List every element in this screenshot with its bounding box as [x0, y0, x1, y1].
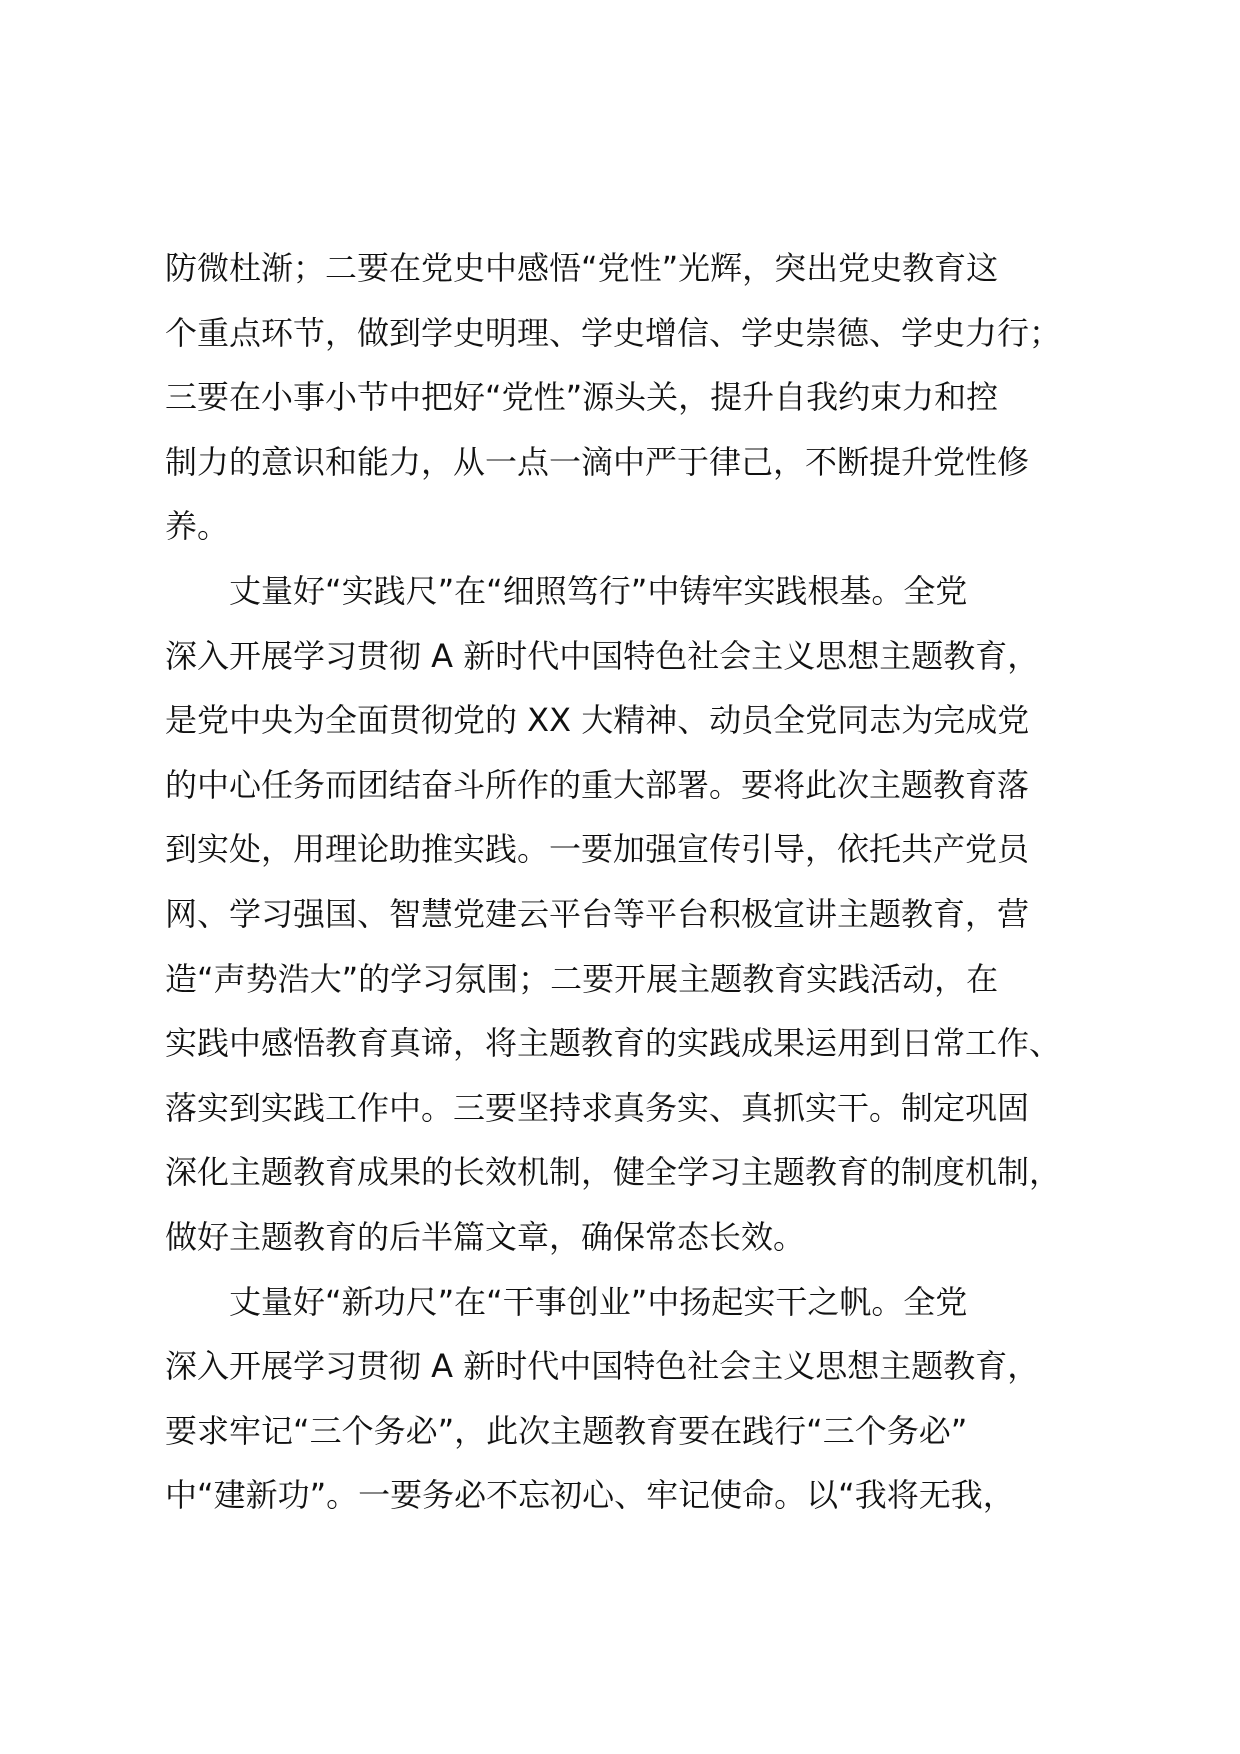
text-line: 要求牢记“三个务必”，此次主题教育要在践行“三个务必” [165, 1411, 968, 1450]
text-line: 到实处，用理论助推实践。一要加强宣传引导，依托共产党员 [165, 830, 1030, 869]
text-line: 深入开展学习贯彻 A 新时代中国特色社会主义思想主题教育， [165, 1347, 1040, 1386]
text-line: 的中心任务而团结奋斗所作的重大部署。要将此次主题教育落 [165, 765, 1030, 804]
text-line: 是党中央为全面贯彻党的 XX 大精神、动员全党同志为完成党 [165, 701, 1030, 740]
body-text [165, 236, 1125, 1528]
text-line: 深化主题教育成果的长效机制，健全学习主题教育的制度机制， [165, 1153, 1062, 1192]
paragraph-start-line: 丈量好“新功尺”在“干事创业”中扬起实干之帆。全党 [165, 1282, 968, 1321]
text-line: 实践中感悟教育真谛，将主题教育的实践成果运用到日常工作、 [165, 1024, 1062, 1063]
paragraph-start-line: 丈量好“实践尺”在“细照笃行”中铸牢实践根基。全党 [165, 571, 968, 610]
text-line: 深入开展学习贯彻 A 新时代中国特色社会主义思想主题教育， [165, 636, 1040, 675]
text-line: 中“建新功”。一要务必不忘初心、牢记使命。以“我将无我， [165, 1476, 1015, 1515]
text-line: 网、学习强国、智慧党建云平台等平台积极宣讲主题教育，营 [165, 894, 1030, 933]
text-line: 落实到实践工作中。三要坚持求真务实、真抓实干。制定巩固 [165, 1088, 1030, 1127]
text-line: 做好主题教育的后半篇文章，确保常态长效。 [165, 1217, 806, 1256]
text-line: 养。 [165, 507, 230, 546]
text-line: 个重点环节，做到学史明理、学史增信、学史崇德、学史力行； [165, 313, 1062, 352]
text-line: 三要在小事小节中把好“党性”源头关，提升自我约束力和控 [165, 378, 999, 417]
text-line: 造“声势浩大”的学习氛围；二要开展主题教育实践活动，在 [165, 959, 999, 998]
text-line: 防微杜渐；二要在党史中感悟“党性”光辉，突出党史教育这 [165, 249, 999, 287]
text-line: 制力的意识和能力，从一点一滴中严于律己，不断提升党性修 [165, 442, 1030, 481]
